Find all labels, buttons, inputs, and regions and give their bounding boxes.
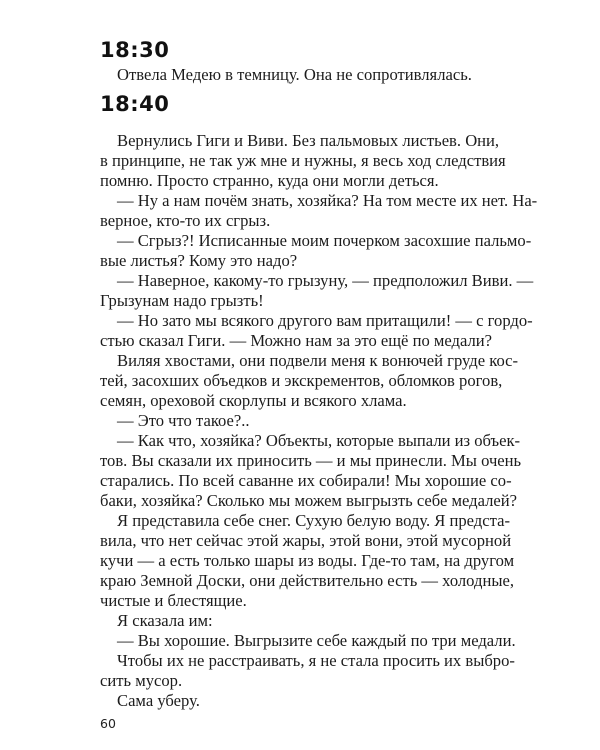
page-number: 60 [100, 716, 116, 731]
text-line: верное, кто-то их сгрыз. [100, 211, 271, 230]
text-line: — Вы хорошие. Выгрызите себе каждый по три медали. [117, 631, 516, 650]
text-line: Сама уберу. [117, 691, 200, 710]
text-line: вила, что нет сейчас этой жары, этой вони, этой мусорной [100, 531, 512, 550]
text-line: Я сказала им: [117, 611, 213, 630]
text-line: Грызунам надо грызть! [100, 291, 264, 310]
text-line: — Как что, хозяйка? Объекты, которые выпали из объек- [117, 431, 521, 450]
text-line: старались. По всей саванне их собирали! Мы хорошие со- [100, 471, 512, 490]
text-line: — Наверное, какому-то грызуну, — предположил Виви. — [117, 271, 534, 290]
text-line: Вернулись Гиги и Виви. Без пальмовых листьев. Они, [117, 131, 500, 150]
text-line: — Это что такое?.. [117, 411, 250, 430]
text-line: семян, ореховой скорлупы и всякого хлама. [100, 391, 407, 410]
timestamp-heading: 18:40 [100, 92, 170, 116]
text-line: вые листья? Кому это надо? [100, 251, 298, 270]
text-line: сить мусор. [100, 671, 183, 690]
text-line: — Ну а нам почём знать, хозяйка? На том месте их нет. На- [117, 191, 538, 210]
text-line: Виляя хвостами, они подвели меня к вонючей груде кос- [117, 351, 519, 370]
text-line: тей, засохших объедков и экскрементов, обломков рогов, [100, 371, 503, 390]
text-line: Я представила себе снег. Сухую белую воду. Я предста- [117, 511, 510, 530]
text-line: баки, хозяйка? Сколько мы можем выгрызть себе медалей? [100, 491, 518, 510]
text-line: кучи — а есть только шары из воды. Где-то там, на другом [100, 551, 515, 570]
text-line: — Сгрыз?! Исписанные моим почерком засохшие пальмо- [117, 231, 532, 250]
text-line: помню. Просто странно, куда они могли деться. [100, 171, 439, 190]
text-line: чистые и блестящие. [100, 591, 247, 610]
text-line: стью сказал Гиги. — Можно нам за это ещё по медали? [100, 331, 493, 350]
timestamp-heading: 18:30 [100, 38, 170, 62]
text-line: Чтобы их не расстраивать, я не стала просить их выбро- [117, 651, 515, 670]
text-line: тов. Вы сказали их приносить — и мы принесли. Мы очень [100, 451, 522, 470]
text-line: Отвела Медею в темницу. Она не сопротивлялась. [117, 65, 472, 84]
text-line: — Но зато мы всякого другого вам притащили! — с гордо- [117, 311, 533, 330]
text-line: краю Земной Доски, они действительно есть — холодные, [100, 571, 514, 590]
text-line: в принципе, не так уж мне и нужны, я весь ход следствия [100, 151, 506, 170]
